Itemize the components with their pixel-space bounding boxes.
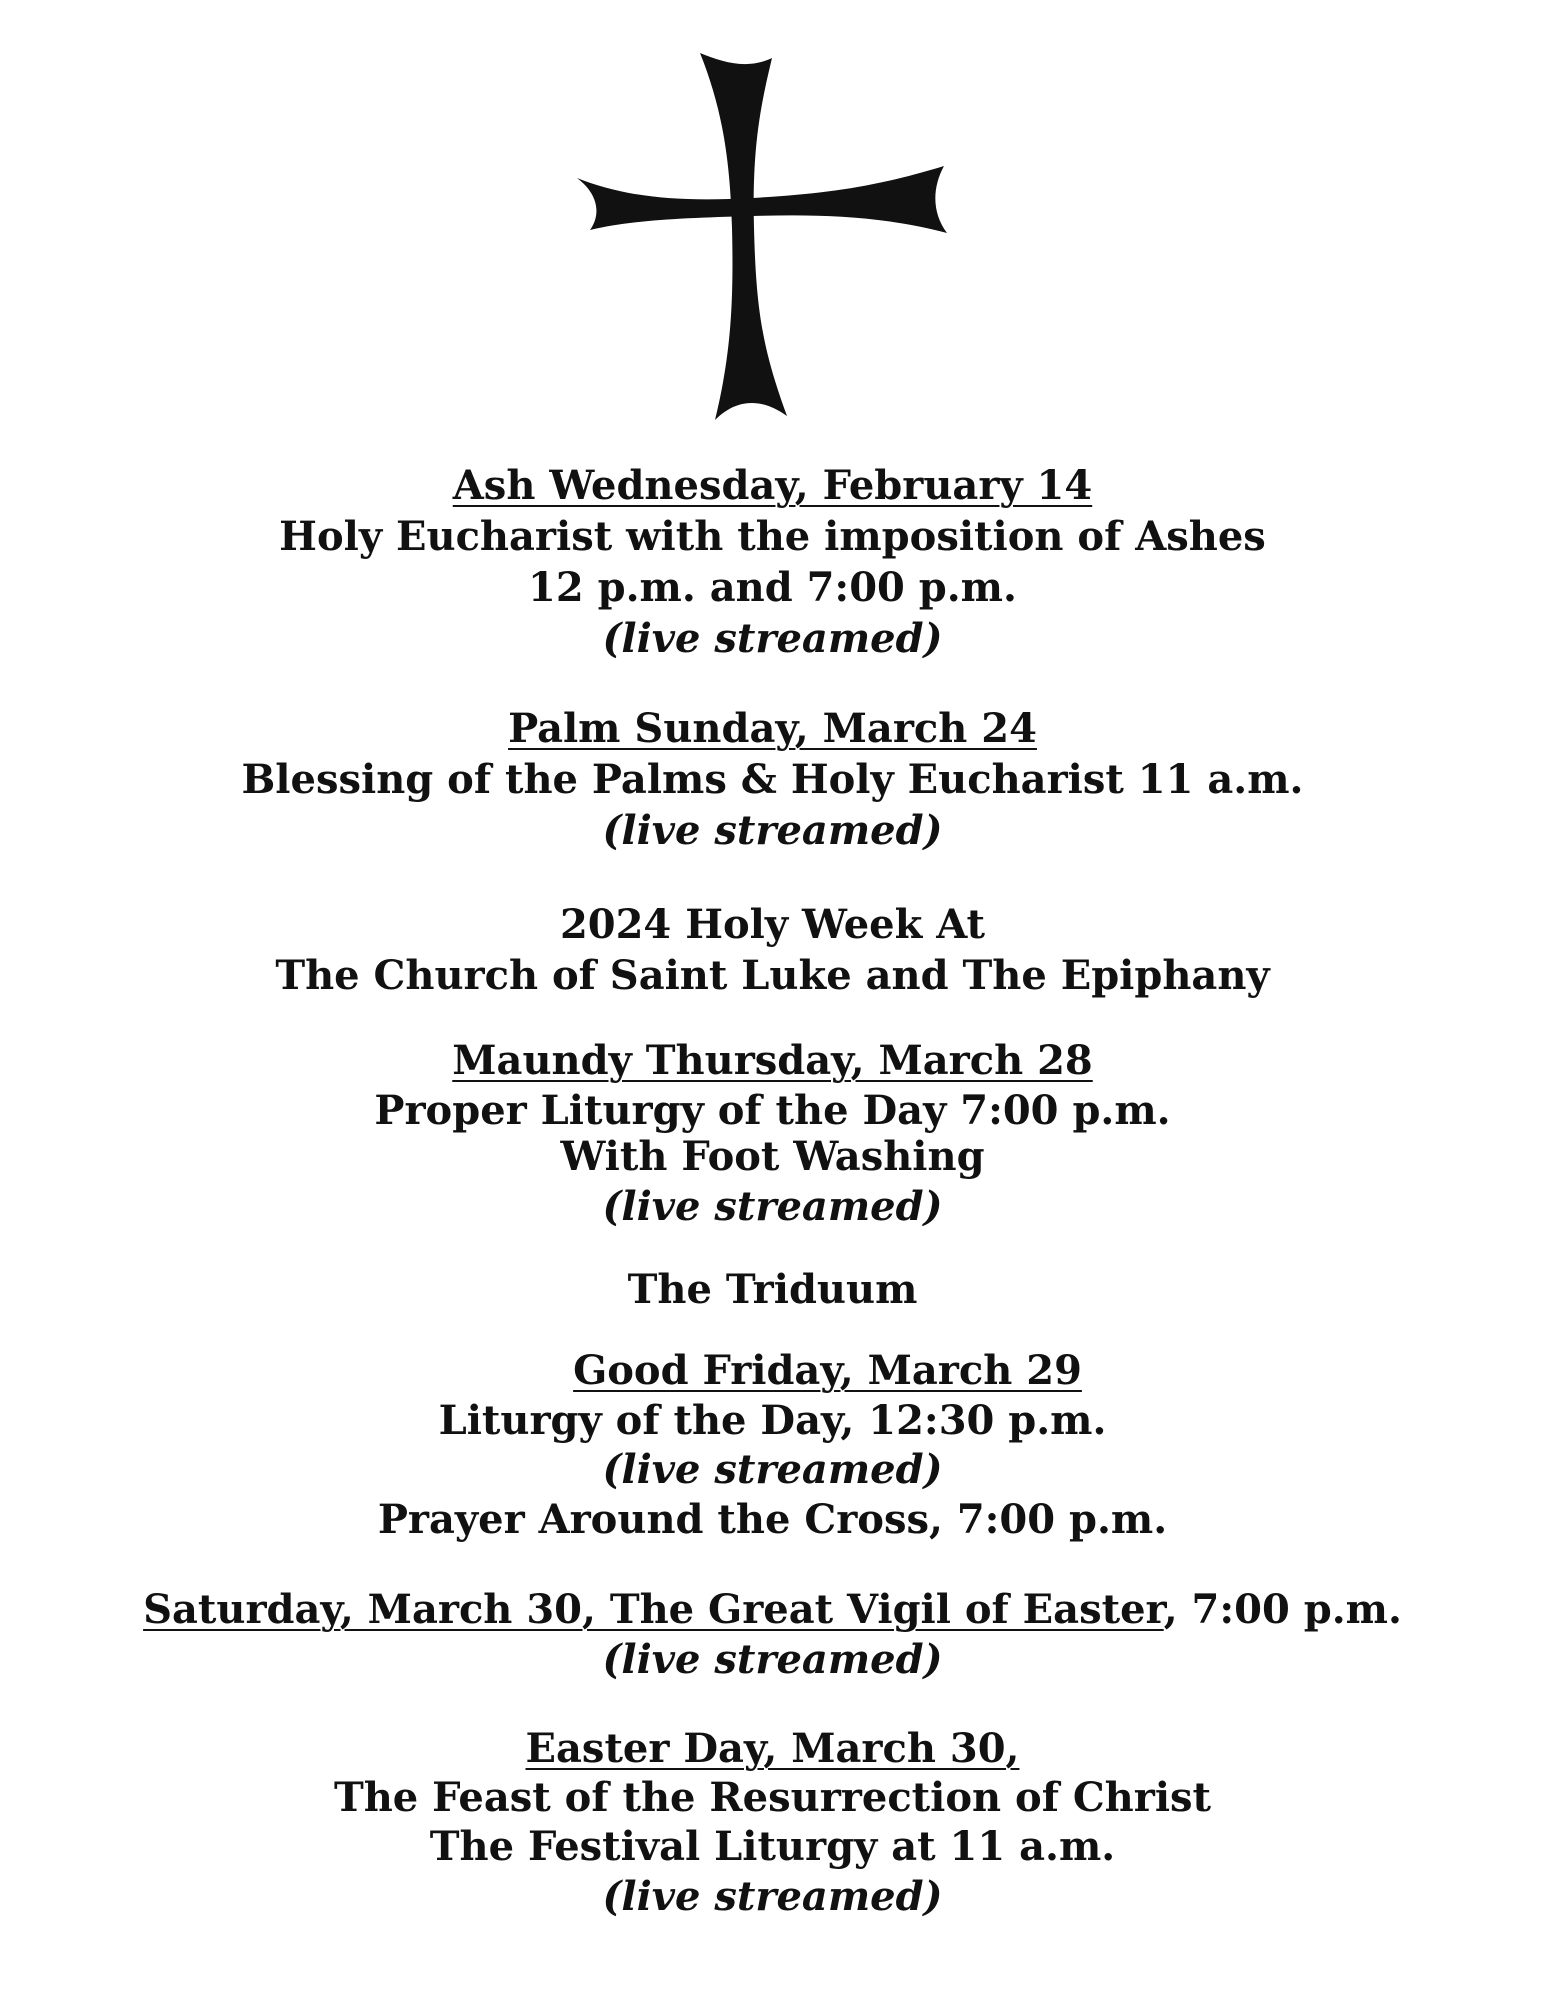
easter-vigil-heading: Saturday, March 30, The Great Vigil of Easter, 7:00 p.m. (143, 1586, 1402, 1633)
easter-day-service: The Festival Liturgy at 11 a.m. (429, 1823, 1116, 1870)
ash-wednesday-heading: Ash Wednesday, February 14 (452, 462, 1093, 509)
easter-day-feast: The Feast of the Resurrection of Christ (333, 1774, 1212, 1821)
good-friday-heading: Good Friday, March 29 (573, 1347, 1082, 1394)
triduum-title: The Triduum (627, 1266, 918, 1313)
palm-sunday-service: Blessing of the Palms & Holy Eucharist 11 a.m. (241, 756, 1304, 803)
good-friday-note: (live streamed) (602, 1446, 943, 1493)
maundy-thursday-note: (live streamed) (602, 1183, 943, 1230)
ash-wednesday-service: Holy Eucharist with the imposition of Ashes (279, 513, 1266, 560)
ash-wednesday-times: 12 p.m. and 7:00 p.m. (528, 564, 1017, 611)
holy-week-title-line2: The Church of Saint Luke and The Epiphany (275, 952, 1270, 999)
holy-week-title-line1: 2024 Holy Week At (559, 901, 986, 948)
maundy-thursday-service: Proper Liturgy of the Day 7:00 p.m. (374, 1087, 1171, 1134)
easter-day-heading: Easter Day, March 30, (525, 1725, 1020, 1772)
easter-vigil-time: , 7:00 p.m. (1163, 1586, 1402, 1633)
maundy-thursday-detail: With Foot Washing (560, 1133, 985, 1180)
maundy-thursday-heading: Maundy Thursday, March 28 (452, 1037, 1093, 1084)
good-friday-evening: Prayer Around the Cross, 7:00 p.m. (377, 1496, 1168, 1543)
palm-sunday-note: (live streamed) (602, 807, 943, 854)
easter-vigil-note: (live streamed) (602, 1636, 943, 1683)
good-friday-service: Liturgy of the Day, 12:30 p.m. (438, 1397, 1107, 1444)
ash-wednesday-note: (live streamed) (602, 615, 943, 662)
easter-day-note: (live streamed) (602, 1873, 943, 1920)
cross-icon (572, 48, 958, 426)
palm-sunday-heading: Palm Sunday, March 24 (508, 705, 1037, 752)
